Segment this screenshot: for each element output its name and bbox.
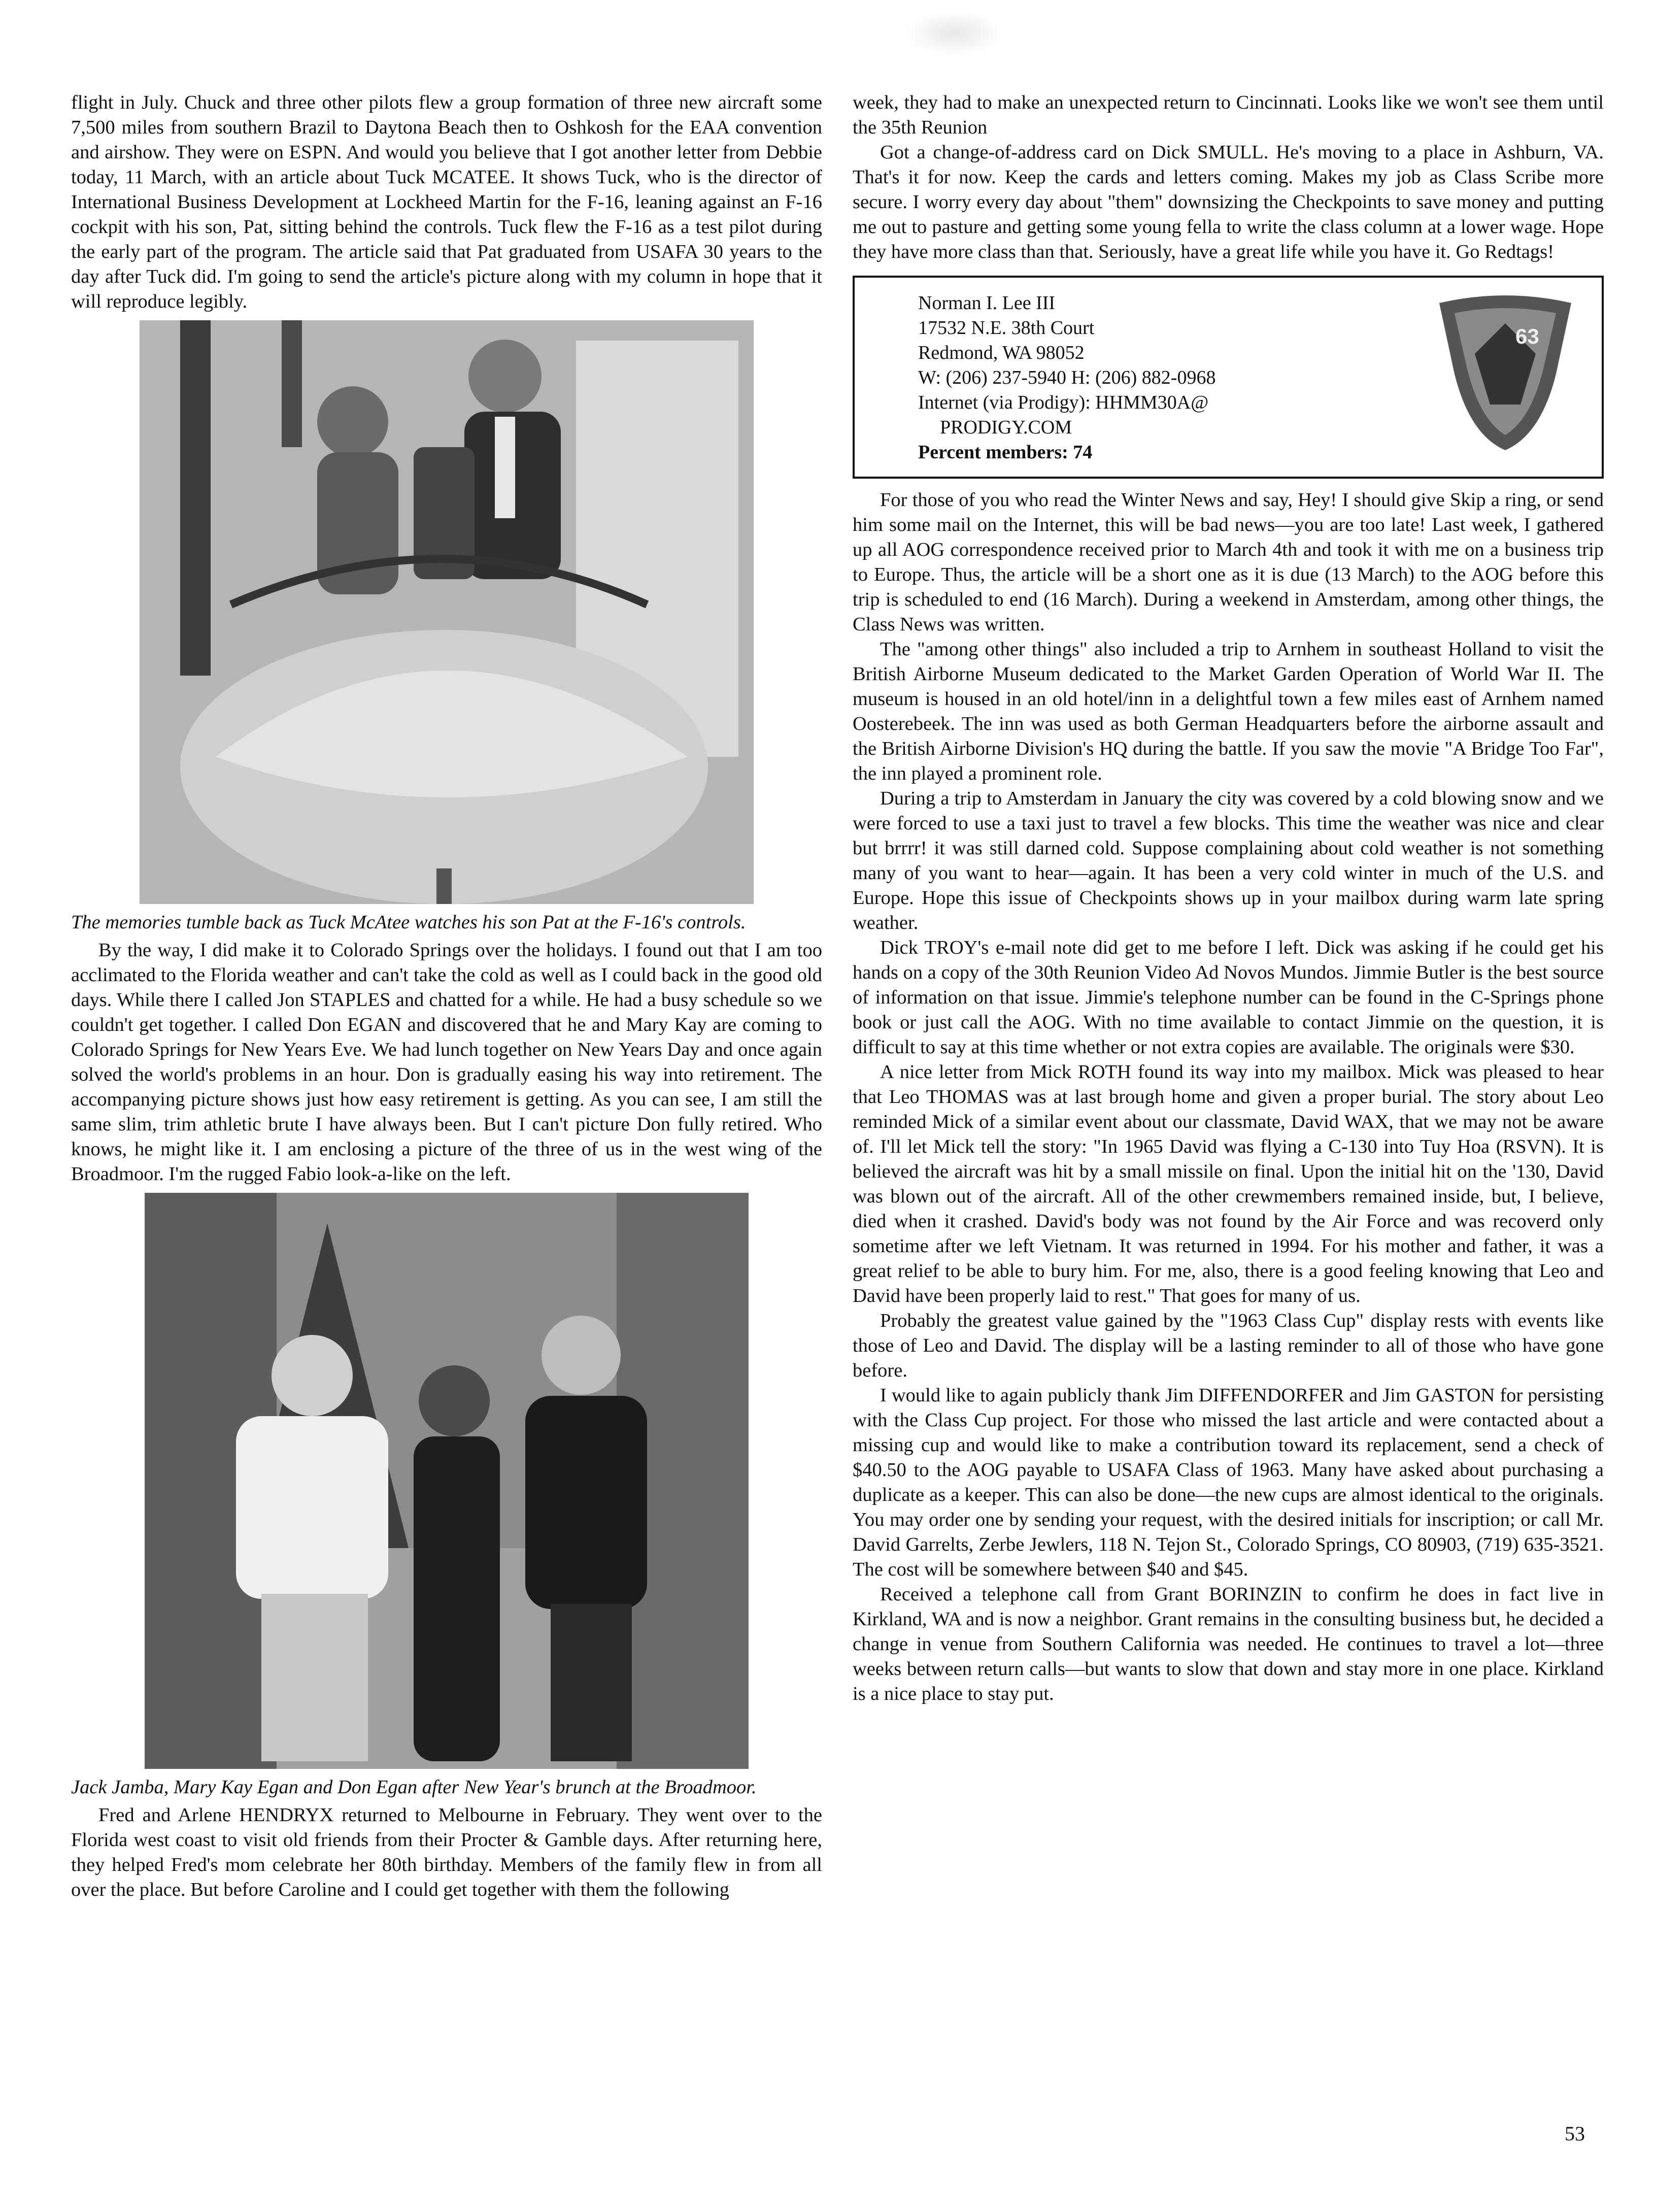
right-paragraph-10: Received a telephone call from Grant BORINZIN to confirm he does in fact live in Kirkland, WA and is now a neighbor. Grant remains in the consulting business but, he decided a change in venue from Southern California was needed. He continues to travel a lot—three weeks between return calls—but wants to slow that down and stay more in one place. Kirkland is a nice place to stay put. bbox=[853, 1584, 1604, 1704]
right-paragraph-8: Probably the greatest value gained by the "1963 Class Cup" display rests with events like those of Leo and David. The display will be a lasting reminder to all of those who have gone before. bbox=[853, 1310, 1604, 1381]
left-paragraph-3: Fred and Arlene HENDRYX returned to Melbourne in February. They went over to the Florida west coast to visit old friends from their Procter & Gamble days. After returning here, they helped Fred's mom celebrate her 80th birthday. Members of the family flew in from all over the place. But before Caroline and I could get together with them the following bbox=[71, 1804, 822, 1900]
photo-caption-f16: The memories tumble back as Tuck McAtee watches his son Pat at the F-16's controls. bbox=[71, 912, 746, 933]
left-paragraph-2: By the way, I did make it to Colorado Springs over the holidays. I found out that I am too acclimated to the Florida weather and can't take the cold as well as I could back in the good old days. While there I called Jon STAPLES and chatted for a while. He had a busy schedule so we couldn't get together. I called Don EGAN and discovered that he and Mary Kay are coming to Colorado Springs for New Years Eve. We had lunch together on New Years Day and once again solved the world's problems in an hour. Don is gradually easing his way into retirement. The accompanying picture shows just how easy retirement is getting. As you can see, I am still the same slim, trim athletic brute I have always been. But I can't picture Don fully retired. Who knows, he might like it. I am enclosing a picture of the three of us in the west wing of the Broadmoor. I'm the rugged Fabio look-a-like on the left. bbox=[71, 940, 822, 1185]
right-paragraph-9: I would like to again publicly thank Jim DIFFENDORFER and Jim GASTON for persisting with the Class Cup project. For those who missed the last article and were contacted about a missing cup and would like to make a contribution toward its replacement, send a check of $40.50 to the AOG payable to USAFA Class of 1963. Many have asked about purchasing a duplicate as a keeper. This can also be done—the new cups are almost identical to the originals. You may order one by sending your request, with the desired initials for inscription; or call Mr. David Garrelts, Zerbe Jewlers, 118 N. Tejon St., Colorado Springs, CO 80903, (719) 635-3521. The cost will be somewhere between $40 and $45. bbox=[853, 1385, 1604, 1580]
contact-street: 17532 N.E. 38th Court bbox=[918, 317, 1095, 339]
contact-internet: Internet (via Prodigy): HHMM30A@ bbox=[918, 392, 1209, 413]
contact-phones: W: (206) 237-5940 H: (206) 882-0968 bbox=[918, 367, 1216, 388]
class-crest-icon bbox=[1429, 293, 1581, 455]
right-paragraph-4: The "among other things" also included a trip to Arnhem in southeast Holland to visit the British Airborne Museum dedicated to the Market Garden Operation of World War II. The museum is housed in an old hotel/inn in a delightful town a few miles east of Arnhem named Oosterebeek. The inn was used as both German Headquarters before the airborne assault and the British Airborne Division's HQ during the battle. If you saw the movie "A Bridge Too Far", the inn played a prominent role. bbox=[853, 639, 1604, 784]
contact-city: Redmond, WA 98052 bbox=[918, 342, 1085, 363]
right-paragraph-7: A nice letter from Mick ROTH found its way into my mailbox. Mick was pleased to hear that Leo THOMAS was at last brough home and given a proper burial. The story about Leo reminded Mick of a similar event about our classmate, David WAX, that we may not be aware of. I'll let Mick tell the story: "In 1965 David was flying a C-130 into Tuy Hoa (RSVN). It is believed the aircraft was hit by a small missile on final. Upon the initial hit on the '130, David was blown out of the aircraft. All of the other crewmembers remained inside, but, I believe, died when it crashed. David's body was not found by the Air Force and was recoverd only sometime after we left Vietnam. It was returned in 1994. For his mother and father, it was a great relief to be able to bury him. For me, also, there is a good feeling knowing that Leo and David have been properly laid to rest." That goes for many of us. bbox=[853, 1061, 1604, 1306]
right-paragraph-1: week, they had to make an unexpected return to Cincinnati. Looks like we won't see them until the 35th Reunion bbox=[853, 92, 1604, 138]
left-column bbox=[71, 90, 822, 1902]
right-paragraph-2: Got a change-of-address card on Dick SMULL. He's moving to a place in Ashburn, VA. That's it for now. Keep the cards and letters coming. Makes my job as Class Scribe more secure. I worry every day about "them" downsizing the Checkpoints to save money and putting me out to pasture and getting some young fella to write the class column at a lower wage. Hope they have more class than that. Seriously, have a great life while you have it. Go Redtags! bbox=[853, 142, 1604, 262]
contact-internet-domain: PRODIGY.COM bbox=[940, 417, 1072, 438]
scan-smudge bbox=[903, 10, 1005, 56]
contact-name: Norman I. Lee III bbox=[918, 292, 1056, 314]
right-paragraph-6: Dick TROY's e-mail note did get to me before I left. Dick was asking if he could get his hands on a copy of the 30th Reunion Video Ad Novos Mundos. Jimmie Butler is the best source of information on that issue. Jimmie's telephone number can be found in the C-Springs phone book or just call the AOG. With no time available to contact Jimmie on the question, it is difficult to say at this time whether or not extra copies are available. The originals were $30. bbox=[853, 937, 1604, 1058]
photo-caption-brunch: Jack Jamba, Mary Kay Egan and Don Egan after New Year's brunch at the Broadmoor. bbox=[71, 1777, 757, 1798]
percent-members: Percent members: 74 bbox=[918, 442, 1093, 463]
f16-photo-illustration bbox=[140, 320, 754, 904]
crest-year-text: 63 bbox=[1515, 324, 1539, 348]
brunch-photo-illustration bbox=[145, 1193, 749, 1769]
page-number: 53 bbox=[1565, 2122, 1585, 2145]
f16-cockpit-photo bbox=[140, 320, 754, 904]
right-column bbox=[853, 90, 1604, 1706]
class-scribe-contact-box bbox=[853, 276, 1604, 479]
broadmoor-brunch-photo bbox=[145, 1193, 749, 1769]
right-paragraph-5: During a trip to Amsterdam in January the city was covered by a cold blowing snow and we were forced to use a taxi just to travel a few blocks. This time the weather was nice and clear but brrrr! it was still darned cold. Suppose complaining about cold weather is not something many of you want to hear—again. It has been a very cold winter in much of the U.S. and Europe. Hope this issue of Checkpoints shows up in your mailbox during warm late spring weather. bbox=[853, 788, 1604, 933]
left-paragraph-1: flight in July. Chuck and three other pilots flew a group formation of three new aircraft some 7,500 miles from southern Brazil to Daytona Beach then to Oshkosh for the EAA convention and airshow. They were on ESPN. And would you believe that I got another letter from Debbie today, 11 March, with an article about Tuck MCATEE. It shows Tuck, who is the director of International Business Development at Lockheed Martin for the F-16, leaning against an F-16 cockpit with his son, Pat, sitting behind the controls. Tuck flew the F-16 as a test pilot during the early part of the program. The article said that Pat graduated from USAFA 30 years to the day after Tuck did. I'm going to send the article's picture along with my column in hope that it will reproduce legibly. bbox=[71, 92, 822, 312]
right-paragraph-3: For those of you who read the Winter News and say, Hey! I should give Skip a ring, or send him some mail on the Internet, this will be bad news—you are too late! Last week, I gathered up all AOG correspondence received prior to March 4th and took it with me on a business trip to Europe. Thus, the article will be a short one as it is due (13 March) to the AOG before this trip is scheduled to end (16 March). During a weekend in Amsterdam, among other things, the Class News was written. bbox=[853, 489, 1604, 635]
